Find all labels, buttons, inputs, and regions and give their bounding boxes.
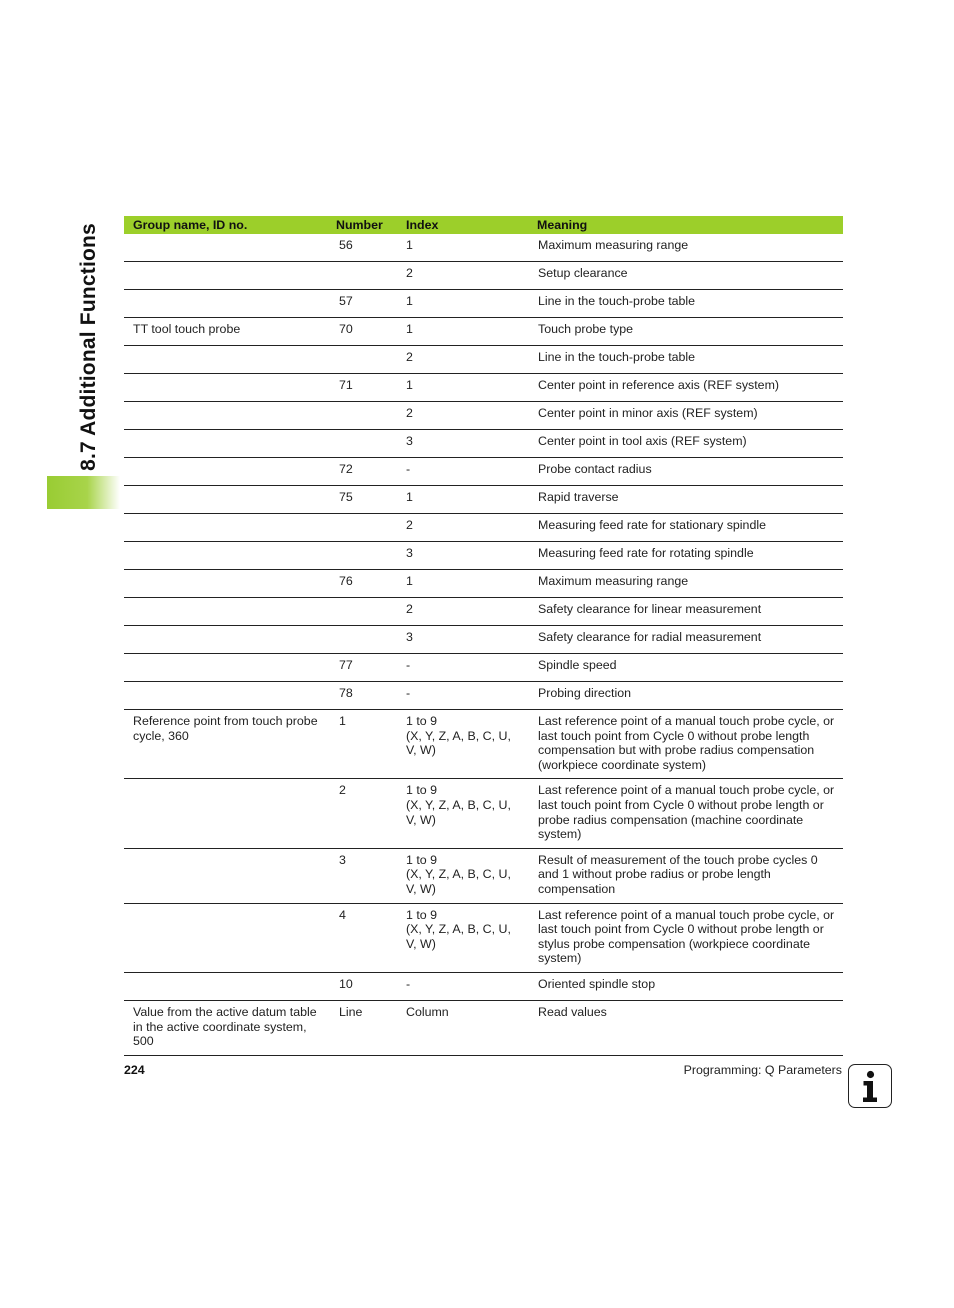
cell-meaning: Center point in minor axis (REF system) bbox=[528, 402, 843, 430]
cell-group bbox=[124, 626, 327, 654]
cell-meaning: Rapid traverse bbox=[528, 486, 843, 514]
cell-group bbox=[124, 374, 327, 402]
table-row bbox=[124, 262, 843, 290]
cell-index: 1 to 9 (X, Y, Z, A, B, C, U, V, W) bbox=[397, 848, 528, 903]
cell-meaning: Result of measurement of the touch probe cycles 0 and 1 without probe radius or probe length compensation bbox=[528, 848, 843, 903]
page-number: 224 bbox=[124, 1063, 145, 1077]
table-row bbox=[124, 972, 843, 1000]
table-row bbox=[124, 514, 843, 542]
cell-meaning: Touch probe type bbox=[528, 318, 843, 346]
cell-meaning: Last reference point of a manual touch probe cycle, or last touch point from Cycle 0 without probe length or probe radius compensation (machine coordinate system) bbox=[528, 779, 843, 848]
cell-meaning: Measuring feed rate for stationary spindle bbox=[528, 514, 843, 542]
cell-index: 2 bbox=[397, 262, 528, 290]
cell-number: 2 bbox=[327, 779, 397, 848]
cell-group bbox=[124, 430, 327, 458]
cell-group bbox=[124, 346, 327, 374]
cell-index: 3 bbox=[397, 430, 528, 458]
cell-meaning: Last reference point of a manual touch probe cycle, or last touch point from Cycle 0 without probe length compensation but with probe radius compensation (workpiece coordinate system) bbox=[528, 710, 843, 779]
cell-group: TT tool touch probe bbox=[124, 318, 327, 346]
cell-number: 56 bbox=[327, 234, 397, 262]
cell-number: 75 bbox=[327, 486, 397, 514]
cell-group bbox=[124, 598, 327, 626]
cell-group: Value from the active datum table in the active coordinate system, 500 bbox=[124, 1000, 327, 1055]
q-parameter-table bbox=[124, 216, 843, 1056]
cell-index: - bbox=[397, 972, 528, 1000]
cell-number: 76 bbox=[327, 570, 397, 598]
section-title-text: 8.7 Additional Functions bbox=[77, 223, 101, 471]
header-number: Number bbox=[327, 216, 397, 234]
cell-index: 3 bbox=[397, 626, 528, 654]
cell-group bbox=[124, 458, 327, 486]
section-title bbox=[72, 212, 106, 482]
cell-group bbox=[124, 542, 327, 570]
table-row bbox=[124, 234, 843, 262]
cell-group bbox=[124, 570, 327, 598]
cell-meaning: Oriented spindle stop bbox=[528, 972, 843, 1000]
table-row bbox=[124, 1000, 843, 1055]
header-meaning: Meaning bbox=[528, 216, 843, 234]
cell-group bbox=[124, 402, 327, 430]
cell-number bbox=[327, 262, 397, 290]
table-row bbox=[124, 626, 843, 654]
cell-index: 1 to 9 (X, Y, Z, A, B, C, U, V, W) bbox=[397, 903, 528, 972]
table-row bbox=[124, 682, 843, 710]
cell-index: 1 bbox=[397, 374, 528, 402]
cell-index: - bbox=[397, 654, 528, 682]
cell-number bbox=[327, 346, 397, 374]
table-header-row bbox=[124, 216, 843, 234]
cell-number: 77 bbox=[327, 654, 397, 682]
info-icon bbox=[848, 1064, 892, 1108]
table-row bbox=[124, 654, 843, 682]
cell-group bbox=[124, 262, 327, 290]
cell-index: 2 bbox=[397, 402, 528, 430]
table-row bbox=[124, 710, 843, 779]
cell-group bbox=[124, 486, 327, 514]
cell-meaning: Center point in tool axis (REF system) bbox=[528, 430, 843, 458]
cell-meaning: Maximum measuring range bbox=[528, 234, 843, 262]
cell-number bbox=[327, 402, 397, 430]
table-row bbox=[124, 903, 843, 972]
cell-index: 2 bbox=[397, 598, 528, 626]
cell-index: 1 to 9 (X, Y, Z, A, B, C, U, V, W) bbox=[397, 710, 528, 779]
table-row bbox=[124, 458, 843, 486]
cell-group bbox=[124, 654, 327, 682]
cell-meaning: Spindle speed bbox=[528, 654, 843, 682]
header-group: Group name, ID no. bbox=[124, 216, 327, 234]
cell-number: 3 bbox=[327, 848, 397, 903]
cell-meaning: Maximum measuring range bbox=[528, 570, 843, 598]
cell-number bbox=[327, 430, 397, 458]
table-row bbox=[124, 346, 843, 374]
cell-meaning: Center point in reference axis (REF system) bbox=[528, 374, 843, 402]
cell-index: 1 bbox=[397, 290, 528, 318]
cell-index: 1 bbox=[397, 486, 528, 514]
table-row bbox=[124, 598, 843, 626]
cell-number: 78 bbox=[327, 682, 397, 710]
cell-number: 10 bbox=[327, 972, 397, 1000]
cell-index: 1 bbox=[397, 234, 528, 262]
cell-meaning: Setup clearance bbox=[528, 262, 843, 290]
cell-group bbox=[124, 903, 327, 972]
cell-meaning: Last reference point of a manual touch probe cycle, or last touch point from Cycle 0 without probe length or stylus probe compensation (workpiece coordinate system) bbox=[528, 903, 843, 972]
table-row bbox=[124, 290, 843, 318]
cell-number: 71 bbox=[327, 374, 397, 402]
cell-index: 1 bbox=[397, 318, 528, 346]
table-row bbox=[124, 570, 843, 598]
cell-index: 1 to 9 (X, Y, Z, A, B, C, U, V, W) bbox=[397, 779, 528, 848]
cell-meaning: Probing direction bbox=[528, 682, 843, 710]
section-tab-marker bbox=[47, 476, 120, 509]
cell-index: 1 bbox=[397, 570, 528, 598]
cell-meaning: Line in the touch-probe table bbox=[528, 346, 843, 374]
header-index: Index bbox=[397, 216, 528, 234]
cell-number: 1 bbox=[327, 710, 397, 779]
cell-meaning: Safety clearance for radial measurement bbox=[528, 626, 843, 654]
table-row bbox=[124, 374, 843, 402]
cell-number bbox=[327, 542, 397, 570]
cell-number bbox=[327, 598, 397, 626]
table-row bbox=[124, 402, 843, 430]
cell-group bbox=[124, 290, 327, 318]
chapter-title: Programming: Q Parameters bbox=[683, 1063, 842, 1077]
cell-group: Reference point from touch probe cycle, 360 bbox=[124, 710, 327, 779]
cell-meaning: Probe contact radius bbox=[528, 458, 843, 486]
cell-number bbox=[327, 626, 397, 654]
cell-index: - bbox=[397, 682, 528, 710]
cell-meaning: Read values bbox=[528, 1000, 843, 1055]
cell-number: 70 bbox=[327, 318, 397, 346]
cell-group bbox=[124, 514, 327, 542]
cell-group bbox=[124, 682, 327, 710]
cell-index: - bbox=[397, 458, 528, 486]
table-row bbox=[124, 848, 843, 903]
cell-index: 2 bbox=[397, 346, 528, 374]
cell-meaning: Measuring feed rate for rotating spindle bbox=[528, 542, 843, 570]
table-row bbox=[124, 779, 843, 848]
cell-group bbox=[124, 972, 327, 1000]
cell-meaning: Safety clearance for linear measurement bbox=[528, 598, 843, 626]
cell-number bbox=[327, 514, 397, 542]
cell-group bbox=[124, 848, 327, 903]
table-row bbox=[124, 542, 843, 570]
table-row bbox=[124, 318, 843, 346]
cell-group bbox=[124, 234, 327, 262]
table-body bbox=[124, 234, 843, 1055]
cell-group bbox=[124, 779, 327, 848]
cell-number: Line bbox=[327, 1000, 397, 1055]
table-row bbox=[124, 486, 843, 514]
cell-meaning: Line in the touch-probe table bbox=[528, 290, 843, 318]
cell-number: 57 bbox=[327, 290, 397, 318]
cell-index: 3 bbox=[397, 542, 528, 570]
cell-index: 2 bbox=[397, 514, 528, 542]
cell-index: Column bbox=[397, 1000, 528, 1055]
table-row bbox=[124, 430, 843, 458]
cell-number: 4 bbox=[327, 903, 397, 972]
cell-number: 72 bbox=[327, 458, 397, 486]
